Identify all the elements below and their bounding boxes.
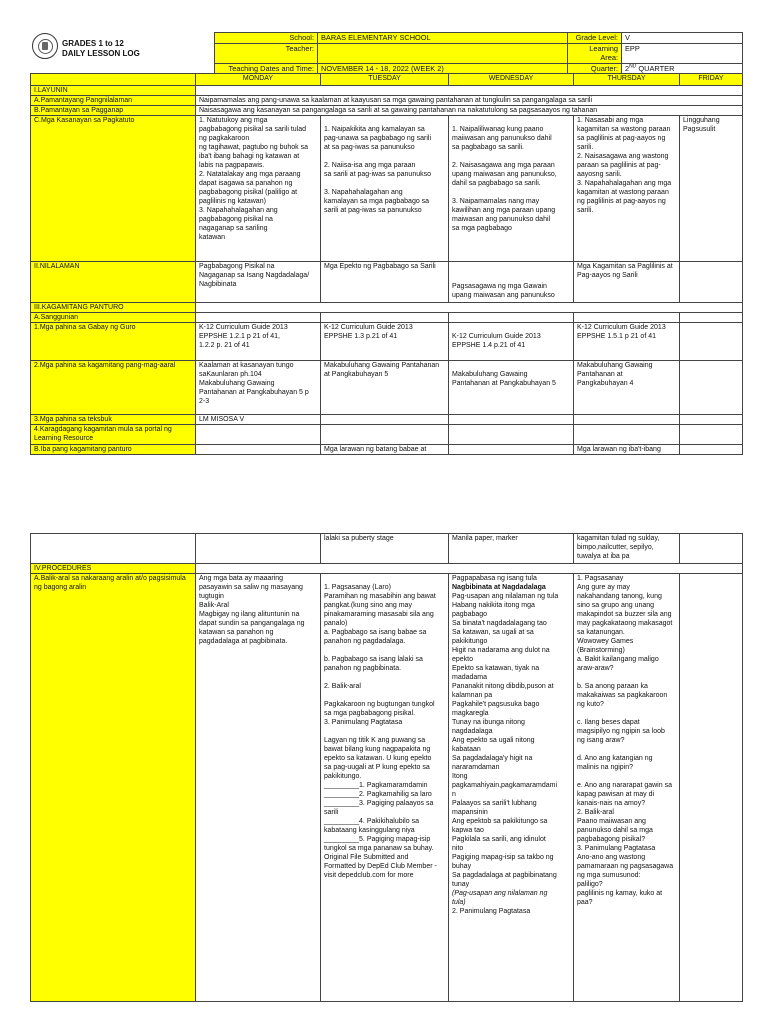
label-portal: 4.Karagdagang kagamitan mula sa portal ng Learning Resource bbox=[31, 425, 196, 445]
gabay-guro-thursday: K-12 Curriculum Guide 2013 EPPSHE 1.5.1 p 21 of 41 bbox=[574, 323, 680, 361]
header-title bbox=[62, 39, 140, 59]
dates-label: Teaching Dates and Time: bbox=[215, 63, 318, 74]
day-monday: MONDAY bbox=[196, 74, 321, 86]
quarter-num: 2 bbox=[625, 63, 630, 73]
mag-aaral-wednesday: Makabuluhang Gawaing Pantahanan at Pangkabuhayan 5 bbox=[449, 361, 574, 415]
teksbuk-monday: LM MISOSA V bbox=[196, 415, 321, 425]
grade-value: V bbox=[622, 33, 743, 44]
value-pamantayang-pangnilalaman: Naipamamalas ang pang-unawa sa kaalaman at kaayusan sa mga gawaing pantahanan at tungkulin sa pangangalaga sa sarili bbox=[196, 96, 743, 106]
iba-pang-tuesday: Mga larawan ng batang babae at bbox=[321, 445, 449, 455]
cont-fri bbox=[680, 534, 743, 564]
gabay-guro-friday bbox=[680, 323, 743, 361]
gabay-guro-monday: K-12 Curriculum Guide 2013 EPPSHE 1.2.1 p 21 of 41, 1.2.2 p. 21 of 41 bbox=[196, 323, 321, 361]
portal-mon bbox=[196, 425, 321, 445]
portal-wed bbox=[449, 425, 574, 445]
teacher-value bbox=[318, 43, 568, 63]
iba-pang-fri bbox=[680, 445, 743, 455]
label-teksbuk: 3.Mga pahina sa teksbuk bbox=[31, 415, 196, 425]
procedure-tuesday: 1. Pagsasanay (Laro) Paramihan ng masabihin ang bawat pangkat.(kung sino ang may pinakamaraming masasabi sila ang panalo) a. Pagbabago sa isang babae sa panahon ng pagdadalaga. b. Pagbabago sa isang lalaki sa panahon ng pagbibinata. 2. Balik-aral Pagkakaroon ng bugtungan tungkol sa mga pagbabagong pisikal. 3. Panimulang Pagtatasa Lagyan ng titik K ang puwang sa bawat bilang kung nagpapakita ng epekto sa katawan. U kung epekto sa pag-uugali at P kung epekto sa pakikitungo. _________1. Pagkamaramdamin _________2. Pagkamahilig sa laro _________3. Pagiging palaayos sa sarili _________4. Pakikihalubilo sa kabataang kasinggulang niya _________5. Pagiging mapag-isip tungkol sa mga pananaw sa buhay. Original File Submitted and Formatted by DepEd Club Member - visit depedclub.com for more bbox=[321, 574, 449, 1002]
sanggunian-thu bbox=[574, 313, 680, 323]
portal-thu bbox=[574, 425, 680, 445]
title-line1: GRADES 1 to 12 bbox=[62, 39, 124, 48]
wed-poem-note: (Pag-usapan ang nilalaman ng tula) bbox=[452, 890, 548, 906]
procedure-thursday: 1. Pagsasanay Ang gure ay may nakahandang tanong, kung sino sa grupo ang unang makapindot sa buzzer sila ang may pagkakataong makasagot sa katanungan. Wowowey Games (Brainstorming) a. Bakit kailangang maligo araw-araw? b. Sa anong paraan ka makakaiwas sa pagkakaroon ng kuto? c. Ilang beses dapat magsipilyo ng ngipin sa loob ng isang araw? d. Ano ang katangian ng malinis na ngipin? e. Ano ang nararapat gawin sa kapag pawisan at may di kanais-nais na amoy? 2. Balik-aral Paano maiiwasan ang panunukso dahil sa mga pagbabagong pisikal? 3. Panimulang Pagtatasa Ano-ano ang wastong pamamaraan ng pagsasagawa ng mga sumusunod: paliligo? paglilinis ng kamay, kuko at paa? bbox=[574, 574, 680, 1002]
school-label: School: bbox=[215, 33, 318, 44]
area-label: Learning Area: bbox=[568, 43, 622, 63]
kasanayan-friday: Lingguhang Pagsusulit bbox=[680, 116, 743, 262]
day-wednesday: WEDNESDAY bbox=[449, 74, 574, 86]
mag-aaral-friday bbox=[680, 361, 743, 415]
gabay-guro-wednesday: K-12 Curriculum Guide 2013 EPPSHE 1.4 p.21 of 41 bbox=[449, 323, 574, 361]
sanggunian-wed bbox=[449, 313, 574, 323]
teksbuk-thu bbox=[574, 415, 680, 425]
mag-aaral-tuesday: Makabuluhang Gawaing Pantahanan at Pangkabuhayan 5 bbox=[321, 361, 449, 415]
section-procedures-blank bbox=[196, 564, 743, 574]
school-value: BARAS ELEMENTARY SCHOOL bbox=[318, 33, 568, 44]
quarter-sup: ND bbox=[629, 63, 637, 70]
portal-fri bbox=[680, 425, 743, 445]
lesson-log-page1 bbox=[30, 73, 742, 455]
lesson-table-1 bbox=[30, 73, 743, 455]
days-row bbox=[31, 74, 743, 86]
nilalaman-tuesday: Mga Epekto ng Pagbabago sa Sarili bbox=[321, 262, 449, 303]
teacher-label: Teacher: bbox=[215, 43, 318, 63]
section-kagamitan-blank bbox=[196, 303, 743, 313]
section-kagamitan: III.KAGAMITANG PANTURO bbox=[31, 303, 196, 313]
header-block bbox=[30, 32, 742, 73]
lesson-log-page2 bbox=[30, 533, 742, 1002]
day-friday: FRIDAY bbox=[680, 74, 743, 86]
iba-pang-thursday: Mga larawan ng iba't-ibang bbox=[574, 445, 680, 455]
quarter-label: Quarter: bbox=[568, 63, 622, 74]
nilalaman-wednesday: Pagsasagawa ng mga Gawain upang maiwasan ang panunukso bbox=[449, 262, 574, 303]
label-kagamitang-mag-aaral: 2.Mga pahina sa kagamitang pang-mag-aaral bbox=[31, 361, 196, 415]
gabay-guro-tuesday: K-12 Curriculum Guide 2013 EPPSHE 1.3 p.21 of 41 bbox=[321, 323, 449, 361]
label-sanggunian: A.Sanggunian bbox=[31, 313, 196, 323]
procedure-monday: Ang mga bata ay maaaring pasayawin sa saliw ng masayang tugtugin Balik-Aral Magbigay ng ilang alituntunin na dapat sundin sa pangangalaga ng katawan sa panahon ng pagdadalaga at pagbibinata. bbox=[196, 574, 321, 1002]
cont-mon bbox=[196, 534, 321, 564]
teksbuk-wed bbox=[449, 415, 574, 425]
deped-seal-icon bbox=[32, 33, 58, 59]
label-pamantayan-pagganap: B.Pamantayan sa Pagganap bbox=[31, 106, 196, 116]
kasanayan-monday: 1. Natutukoy ang mga pagbabagong pisikal sa sarili tulad ng pagkakaroon ng tagihawat, pagtubo ng buhok sa iba't ibang bahagi ng katawan at labis na pagpapawis. 2. Natatalakay ang mga paraang dapat isagawa sa panahon ng pagbabagong pisikal (paliligo at paglilinis ng katawan) 3. Napahahalagahan ang pagbabagong pisikal na nagaganap sa sariling katawan bbox=[196, 116, 321, 262]
cont-label bbox=[31, 534, 196, 564]
label-gabay-guro: 1.Mga pahina sa Gabay ng Guro bbox=[31, 323, 196, 361]
iba-pang-wed bbox=[449, 445, 574, 455]
lesson-table-2 bbox=[30, 533, 743, 1002]
label-pamantayang-pangnilalaman: A.Pamantayang Pangnilalaman bbox=[31, 96, 196, 106]
section-layunin-blank bbox=[196, 86, 743, 96]
value-pamantayan-pagganap: Naisasagawa ang kasanayan sa pangangalaga sa sarili at sa gawaing pantahanan na nakatutulong sa pagsasaayos ng tahanan bbox=[196, 106, 743, 116]
nilalaman-friday bbox=[680, 262, 743, 303]
mag-aaral-thursday: Makabuluhang Gawaing Pantahanan at Pangkabuhayan 4 bbox=[574, 361, 680, 415]
wed-poem-title: Nagbibinata at Nagdadalaga bbox=[452, 584, 546, 591]
title-line2: DAILY LESSON LOG bbox=[62, 49, 140, 58]
days-corner bbox=[31, 74, 196, 86]
cont-tuesday: lalaki sa puberty stage bbox=[321, 534, 449, 564]
sanggunian-fri bbox=[680, 313, 743, 323]
label-iba-pang-kagamitan: B.Iba pang kagamitang panturo bbox=[31, 445, 196, 455]
day-tuesday: TUESDAY bbox=[321, 74, 449, 86]
nilalaman-thursday: Mga Kagamitan sa Paglilinis at Pag-aayos ng Sarili bbox=[574, 262, 680, 303]
wed-end: 2. Panimulang Pagtatasa bbox=[452, 908, 531, 915]
grade-label: Grade Level: bbox=[568, 33, 622, 44]
day-thursday: THURSDAY bbox=[574, 74, 680, 86]
quarter-value bbox=[622, 63, 743, 74]
section-procedures: IV.PROCEDURES bbox=[31, 564, 196, 574]
cont-thursday: kagamitan tulad ng suklay, bimpo,nailcutter, sepilyo, tuwalya at iba pa bbox=[574, 534, 680, 564]
header-info-table bbox=[214, 32, 743, 74]
iba-pang-mon bbox=[196, 445, 321, 455]
label-balik-aral: A.Balik-aral sa nakaraang aralin at/o pagsisimula ng bagong aralin bbox=[31, 574, 196, 1002]
teksbuk-fri bbox=[680, 415, 743, 425]
section-nilalaman: II.NILALAMAN bbox=[31, 262, 196, 303]
procedure-friday bbox=[680, 574, 743, 1002]
section-layunin: I.LAYUNIN bbox=[31, 86, 196, 96]
quarter-word: QUARTER bbox=[636, 63, 675, 73]
label-kasanayan: C.Mga Kasanayan sa Pagkatuto bbox=[31, 116, 196, 262]
area-value: EPP bbox=[622, 43, 743, 63]
wed-poem-body: Pag-usapan ang nilalaman ng tula Habang nakikita itong mga pagbabago Sa binata't nagdadalagang tao Sa katawan, sa ugali at sa pakikitungo Higit na nadarama ang dulot na epekto Epekto sa katawan, tiyak na madadama Pananakit nitong dibdib,puson at kalamnan pa Pagkahile't pagsusuka bago magkaregla Tunay na ibunga nitong nagdadalaga Ang epekto sa ugali nitong kabataan Sa pagdadalaga'y higit na nararamdaman Itong pagkamahiyain,pagkamaramdami n Palaayos sa sarili't lubhang mapansinin Ang epektob sa pakikitungo sa kapwa tao Pagkilala sa sarili, ang idinulot nito Pagiging mapag-isip sa takbo ng buhay Sa pagdadalaga at pagbibinatang tunay bbox=[452, 593, 559, 888]
mag-aaral-monday: Kaalaman at kasanayan tungo saKaunlaran ph.104 Makabuluhang Gawaing Pantahanan at Pangkabuhayan 5 p 2-3 bbox=[196, 361, 321, 415]
wed-intro: Pagpapabasa ng isang tula bbox=[452, 575, 537, 582]
dates-value: NOVEMBER 14 - 18, 2022 (WEEK 2) bbox=[318, 63, 568, 74]
sanggunian-tue bbox=[321, 313, 449, 323]
teksbuk-tue bbox=[321, 415, 449, 425]
cont-wednesday: Manila paper, marker bbox=[449, 534, 574, 564]
nilalaman-monday: Pagbabagong Pisikal na Nagaganap sa Isang Nagdadalaga/ Nagbibinata bbox=[196, 262, 321, 303]
sanggunian-mon bbox=[196, 313, 321, 323]
kasanayan-thursday: 1. Nasasabi ang mga kagamitan sa wastong paraan sa paglilinis at pag-aayos ng sarili. 2. Naisasagawa ang wastong paraan sa paglilinis at pag- aayosng sarili. 3. Napahahalagahan ang mga kagamitan at wastong paraan ng paglilinis at pag-aayos ng sarili. bbox=[574, 116, 680, 262]
kasanayan-wednesday: 1. Naipaliliwanag kung paano maiiwasan ang panunukso dahil sa pagbabago sa sarili. 2. Naisasagawa ang mga paraan upang maiwasan ang panunukso, dahil sa pagbabago sa sarili. 3. Naipamamalas nang may kawilihan ang mga paraan upang maiwasan ang panunukso dahil sa mga pagbabago bbox=[449, 116, 574, 262]
portal-tue bbox=[321, 425, 449, 445]
kasanayan-tuesday: 1. Naipakikita ang kamalayan sa pag-unawa sa pagbabago ng sarili at sa pag-iwas sa panunukso 2. Naiisa-isa ang mga paraan sa sarili at pag-iwas sa panunukso 3. Napahahalagahan ang kamalayan sa mga pagbabago sa sarili at pag-iwas sa panunukso bbox=[321, 116, 449, 262]
procedure-wednesday bbox=[449, 574, 574, 1002]
